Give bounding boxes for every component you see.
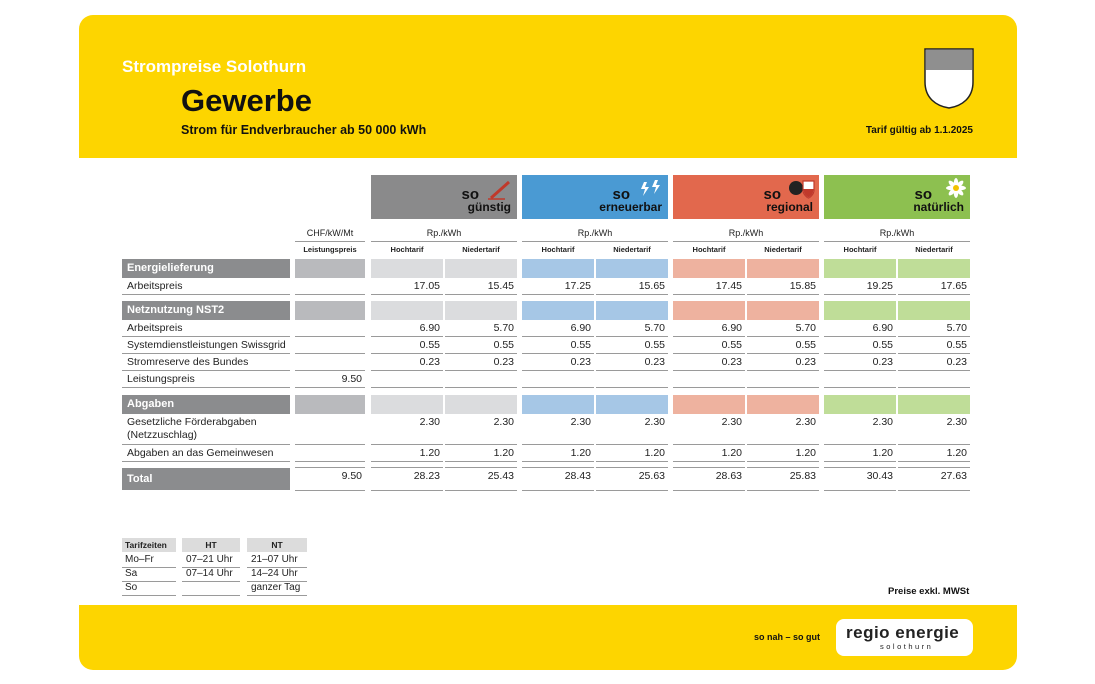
section-cell [445,395,517,414]
value-cell: 6.90 [721,322,742,334]
value-cell: 0.55 [644,339,665,351]
section-cell [522,259,594,278]
row-divider [673,370,745,371]
row-divider [371,353,443,354]
row-divider [445,461,517,462]
value-cell: 2.30 [946,416,967,428]
total-top-line [596,467,668,468]
row-divider [522,336,594,337]
tariff-times-cell: 21–07 Uhr [251,554,298,565]
row-divider [596,353,668,354]
row-divider [522,353,594,354]
row-divider [371,387,443,388]
row-divider [898,353,970,354]
total-top-line [522,467,594,468]
row-label-line2: (Netzzuschlag) [127,429,198,441]
row-divider [295,444,365,445]
tariff-validity: Tarif gültig ab 1.1.2025 [865,125,973,136]
tariff-times-cell: 07–21 Uhr [186,554,233,565]
row-divider [898,387,970,388]
value-cell: 0.23 [419,356,440,368]
row-divider [122,336,290,337]
value-cell: 0.23 [946,356,967,368]
value-cell: 0.23 [795,356,816,368]
product-so-label: so [763,186,781,203]
value-cell: 5.70 [493,322,514,334]
value-cell: 0.55 [570,339,591,351]
total-value: 25.83 [789,470,816,482]
section-cell [371,301,443,320]
value-cell: 0.23 [493,356,514,368]
section-cell [371,259,443,278]
total-top-line [445,467,517,468]
value-cell: 1.20 [946,447,967,459]
row-divider [824,353,896,354]
product-name: günstig [467,200,511,214]
row-divider [747,294,819,295]
product-natuerlich-header [824,175,970,219]
value-cell: 15.45 [487,280,514,292]
tariff-times-header: NT [247,538,307,552]
vat-note: Preise exkl. MWSt [888,586,970,597]
row-divider [445,370,517,371]
tariff-times-divider [182,595,240,596]
total-top-line [673,467,745,468]
section-total: Total [122,468,290,490]
section-cell [522,301,594,320]
row-divider [445,387,517,388]
row-divider [522,461,594,462]
row-divider [824,370,896,371]
section-cell [747,301,819,320]
tariff-times-cell: ganzer Tag [251,582,301,593]
value-cell: 1.20 [872,447,893,459]
total-value: 28.43 [564,470,591,482]
value-cell: 1.20 [644,447,665,459]
value-cell: 9.50 [341,373,362,385]
product-guenstig-header [371,175,517,219]
row-divider [824,387,896,388]
row-divider [673,444,745,445]
row-divider [295,294,365,295]
total-top-line [295,467,365,468]
regio-energie-logo [836,619,973,656]
row-divider [596,336,668,337]
section-cell [898,301,970,320]
tariff-times-divider [122,595,176,596]
slogan: so nah – so gut [754,632,821,642]
row-divider [596,461,668,462]
section-cell [673,301,745,320]
total-value: 25.43 [487,470,514,482]
row-divider [824,294,896,295]
row-divider [522,444,594,445]
header-band [79,15,1017,158]
section-cell [673,259,745,278]
section-cell [522,395,594,414]
value-cell: 0.55 [419,339,440,351]
row-divider [747,444,819,445]
section-cell [596,395,668,414]
row-label: Abgaben an das Gemeinwesen [127,447,274,459]
section-cell [898,395,970,414]
sub-hochtarif: Hochtarif [541,245,575,254]
row-divider [596,387,668,388]
row-label: Leistungspreis [127,373,195,385]
row-divider [371,336,443,337]
value-cell: 0.23 [570,356,591,368]
row-divider [596,370,668,371]
total-bottom-line [371,490,443,491]
unit-divider [673,241,819,242]
sub-hochtarif: Hochtarif [390,245,424,254]
subtitle: Strom für Endverbraucher ab 50 000 kWh [181,123,427,137]
pencil-icon [487,178,513,200]
section-netznutzung: Netznutzung NST2 [122,301,290,320]
product-name: regional [766,200,813,214]
value-cell: 0.55 [493,339,514,351]
value-cell: 0.23 [721,356,742,368]
row-divider [371,461,443,462]
value-cell: 1.20 [570,447,591,459]
row-divider [122,461,290,462]
total-bottom-line [445,490,517,491]
row-divider [747,461,819,462]
value-cell: 0.55 [872,339,893,351]
unit-divider [371,241,517,242]
sub-niedertarif: Niedertarif [764,245,802,254]
row-label: Arbeitspreis [127,280,183,292]
tariff-times-divider [247,595,307,596]
total-value: 28.63 [715,470,742,482]
tariff-times-cell: 07–14 Uhr [186,568,233,579]
value-cell: 2.30 [872,416,893,428]
value-cell: 2.30 [419,416,440,428]
row-divider [898,444,970,445]
value-cell: 2.30 [721,416,742,428]
row-divider [596,294,668,295]
tariff-times-header: HT [182,538,240,552]
row-divider [445,336,517,337]
value-cell: 1.20 [493,447,514,459]
value-cell: 1.20 [419,447,440,459]
row-divider [747,336,819,337]
row-divider [122,294,290,295]
value-cell: 15.65 [638,280,665,292]
sub-hochtarif: Hochtarif [843,245,877,254]
section-cell [596,259,668,278]
sub-hochtarif: Hochtarif [692,245,726,254]
row-divider [295,336,365,337]
total-bottom-line [673,490,745,491]
section-cell [824,259,896,278]
section-cell-kw [295,259,365,278]
unit-rp-kwh: Rp./kWh [426,228,462,238]
section-cell [747,395,819,414]
value-cell: 6.90 [570,322,591,334]
row-divider [673,294,745,295]
row-divider [747,353,819,354]
value-cell: 2.30 [493,416,514,428]
row-divider [673,461,745,462]
value-cell: 0.55 [946,339,967,351]
row-divider [824,336,896,337]
value-cell: 17.65 [940,280,967,292]
row-divider [673,336,745,337]
unit-divider [522,241,668,242]
total-bottom-line [898,490,970,491]
row-divider [747,370,819,371]
row-divider [596,444,668,445]
row-label [122,416,290,442]
row-divider [445,294,517,295]
row-divider [122,444,290,445]
total-bottom-line [747,490,819,491]
value-cell: 6.90 [419,322,440,334]
total-value: 30.43 [866,470,893,482]
section-cell-kw [295,395,365,414]
row-divider [295,370,365,371]
value-cell: 5.70 [795,322,816,334]
row-divider [295,461,365,462]
row-divider [898,461,970,462]
row-label: Stromreserve des Bundes [127,356,249,368]
daisy-icon [940,178,966,200]
value-cell: 1.20 [795,447,816,459]
section-cell [747,259,819,278]
row-divider [445,353,517,354]
value-cell: 0.55 [721,339,742,351]
sub-niedertarif: Niedertarif [613,245,651,254]
row-divider [898,370,970,371]
row-divider [295,353,365,354]
section-cell [445,301,517,320]
value-cell: 17.05 [413,280,440,292]
unit-divider [295,241,365,242]
row-label: Systemdienstleistungen Swissgrid [127,339,286,351]
section-cell [824,301,896,320]
total-bottom-line [596,490,668,491]
row-divider [824,444,896,445]
product-name: natürlich [913,200,964,214]
value-cell: 0.23 [872,356,893,368]
total-top-line [824,467,896,468]
total-top-line [371,467,443,468]
row-divider [122,353,290,354]
section-cell [824,395,896,414]
total-bottom-line [824,490,896,491]
row-divider [522,294,594,295]
logo-sub-text: solothurn [880,642,934,651]
lightning-icon [638,178,664,200]
row-divider [898,336,970,337]
unit-rp-kwh: Rp./kWh [577,228,613,238]
row-divider [371,370,443,371]
row-divider [824,461,896,462]
total-value: 25.63 [638,470,665,482]
row-divider [371,294,443,295]
section-cell [673,395,745,414]
value-cell: 2.30 [795,416,816,428]
tariff-times-divider [182,581,240,582]
row-label: Arbeitspreis [127,322,183,334]
value-cell: 15.85 [789,280,816,292]
row-divider [747,387,819,388]
sub-niedertarif: Niedertarif [462,245,500,254]
value-cell: 5.70 [946,322,967,334]
unit-divider [824,241,970,242]
page-title: Gewerbe [181,83,312,118]
product-so-label: so [612,186,630,203]
tariff-times-cell: So [125,582,138,593]
row-divider [673,353,745,354]
value-cell: 17.45 [715,280,742,292]
total-bottom-line [295,490,365,491]
product-so-label: so [914,186,932,203]
product-erneuerbar-header [522,175,668,219]
row-divider [445,444,517,445]
row-label-line1: Gesetzliche Förderabgaben [127,416,257,428]
total-top-line [898,467,970,468]
value-cell: 6.90 [872,322,893,334]
value-cell: 0.55 [795,339,816,351]
sub-niedertarif: Niedertarif [915,245,953,254]
total-value: 28.23 [413,470,440,482]
row-divider [122,387,290,388]
coat-of-arms-icon [789,178,815,200]
row-divider [371,444,443,445]
product-regional-header [673,175,819,219]
tariff-times-cell: 14–24 Uhr [251,568,298,579]
tariff-times-cell: Sa [125,568,138,579]
value-cell: 2.30 [644,416,665,428]
unit-rp-kwh: Rp./kWh [728,228,764,238]
tariff-times-cell: Mo–Fr [125,554,154,565]
section-cell [898,259,970,278]
total-top-line [747,467,819,468]
section-cell [596,301,668,320]
row-divider [522,370,594,371]
value-cell: 0.23 [644,356,665,368]
value-cell: 17.25 [564,280,591,292]
product-name: erneuerbar [599,200,662,214]
value-cell: 1.20 [721,447,742,459]
unit-rp-kwh: Rp./kWh [879,228,915,238]
product-so-label: so [461,186,479,203]
section-abgaben: Abgaben [122,395,290,414]
total-value: 9.50 [341,470,362,482]
section-cell [445,259,517,278]
section-cell [371,395,443,414]
value-cell: 19.25 [866,280,893,292]
row-divider [295,387,365,388]
unit-leistungspreis: CHF/kW/Mt [306,228,354,238]
row-divider [122,370,290,371]
logo-main-text: regio energie [846,623,960,642]
solothurn-crest-icon [924,48,974,109]
total-bottom-line [522,490,594,491]
sub-leistungspreis: Leistungspreis [303,245,357,254]
row-divider [898,294,970,295]
supertitle: Strompreise Solothurn [122,57,307,76]
row-divider [522,387,594,388]
value-cell: 2.30 [570,416,591,428]
section-cell-kw [295,301,365,320]
value-cell: 5.70 [644,322,665,334]
tariff-times-header: Tarifzeiten [122,538,176,552]
row-divider [673,387,745,388]
section-energielieferung: Energielieferung [122,259,290,278]
total-value: 27.63 [940,470,967,482]
